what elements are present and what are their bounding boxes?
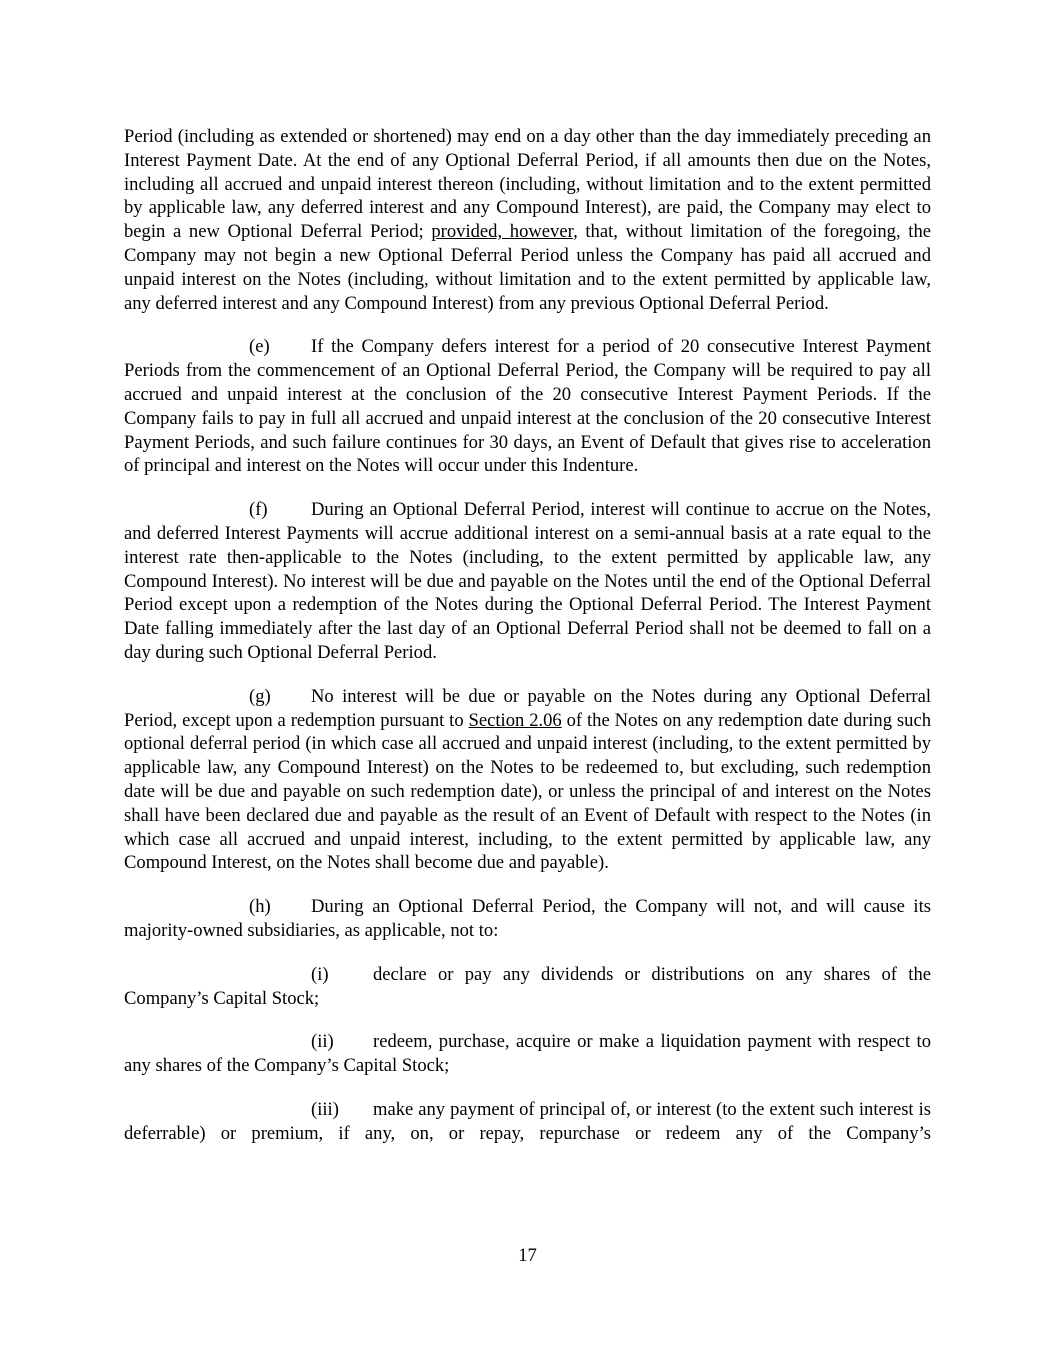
underlined-term-provided-however: provided, however bbox=[431, 221, 574, 243]
text-run: During an Optional Deferral Period, interest will continue to accrue on the Notes, and deferred Interest Payments will accrue additional interest on a semi-annual basis at a rate equal to the interest rate then-applicable to the Notes (including, to the extent permitted by applicable law, any Compound Interest). No interest will be due and payable on the Notes until the end of the Optional Deferral Period except upon a redemption of the Notes during the Optional Deferral Period. The Interest Payment Date falling immediately after the last day of an Optional Deferral Period shall not be deemed to fall on a day during such Optional Deferral Period. bbox=[124, 499, 931, 663]
paragraph-label: (i) bbox=[311, 963, 329, 985]
paragraph-label: (ii) bbox=[311, 1031, 334, 1053]
paragraph-label: (iii) bbox=[311, 1098, 339, 1120]
paragraph-label: (g) bbox=[249, 685, 271, 707]
paragraph-label: (f) bbox=[249, 499, 268, 521]
paragraph-g bbox=[124, 685, 931, 875]
text-run: make any payment of principal of, or interest (to the extent such interest is deferrable) or premium, if any, on, or repay, repurchase or redeem any of the Company’s bbox=[124, 1098, 931, 1144]
text-run: of the Notes on any redemption date during such optional deferral period (in which case all accrued and unpaid interest (including, to the extent permitted by applicable law, any Compound Interest) on the Notes to be redeemed to, but excluding, such redemption date will be due and payable on such redemption date), or unless the principal of and interest on the Notes shall have been declared due and payable as the result of an Event of Default with respect to the Notes (in which case all accrued and unpaid interest, including, to the extent permitted by applicable law, any Compound Interest, on the Notes shall become due and payable). bbox=[124, 709, 931, 874]
paragraph-h-iii bbox=[124, 1098, 931, 1146]
text-run: declare or pay any dividends or distributions on any shares of the Company’s Capital Stock; bbox=[124, 963, 931, 1009]
text-run: Period (including as extended or shortened) may end on a day other than the day immediately preceding an Interest Payment Date. At the end of any Optional Deferral Period, if all amounts then due on the Notes, including all accrued and unpaid interest thereon (including, without limitation and to the extent permitted by applicable law, any deferred interest and any Compound Interest), are paid, the Company may elect to begin a new Optional Deferral Period; bbox=[124, 126, 931, 243]
text-run: redeem, purchase, acquire or make a liquidation payment with respect to any shares of the Company’s Capital Stock; bbox=[124, 1031, 931, 1077]
paragraph-label: (e) bbox=[249, 336, 270, 358]
paragraph-continuation bbox=[124, 125, 931, 315]
section-reference-link: Section 2.06 bbox=[468, 709, 562, 731]
paragraph-h-i bbox=[124, 963, 931, 1011]
paragraph-h bbox=[124, 895, 931, 943]
text-run: If the Company defers interest for a period of 20 consecutive Interest Payment Periods from the commencement of an Optional Deferral Period, the Company will be required to pay all accrued and unpaid interest at the conclusion of the 20 consecutive Interest Payment Periods. If the Company fails to pay in full all accrued and unpaid interest at the conclusion of the 20 consecutive Interest Payment Periods, and such failure continues for 30 days, an Event of Default that gives rise to acceleration of principal and interest on the Notes will occur under this Indenture. bbox=[124, 336, 931, 477]
paragraph-f bbox=[124, 498, 931, 665]
text-run: , that, without limitation of the foregoing, the Company may not begin a new Optional Deferral Period unless the Company has paid all accrued and unpaid interest on the Notes (including, without limitation and to the extent permitted by applicable law, any deferred interest and any Compound Interest) from any previous Optional Deferral Period. bbox=[124, 221, 931, 314]
text-run: During an Optional Deferral Period, the Company will not, and will cause its majority-owned subsidiaries, as applicable, not to: bbox=[124, 896, 931, 941]
paragraph-e bbox=[124, 335, 931, 478]
document-body bbox=[124, 125, 931, 1165]
paragraph-h-ii bbox=[124, 1030, 931, 1078]
paragraph-label: (h) bbox=[249, 896, 271, 918]
text-run: No interest will be due or payable on the Notes during any Optional Deferral Period, except upon a redemption pursuant to bbox=[124, 685, 931, 731]
page-number: 17 bbox=[518, 1245, 537, 1266]
